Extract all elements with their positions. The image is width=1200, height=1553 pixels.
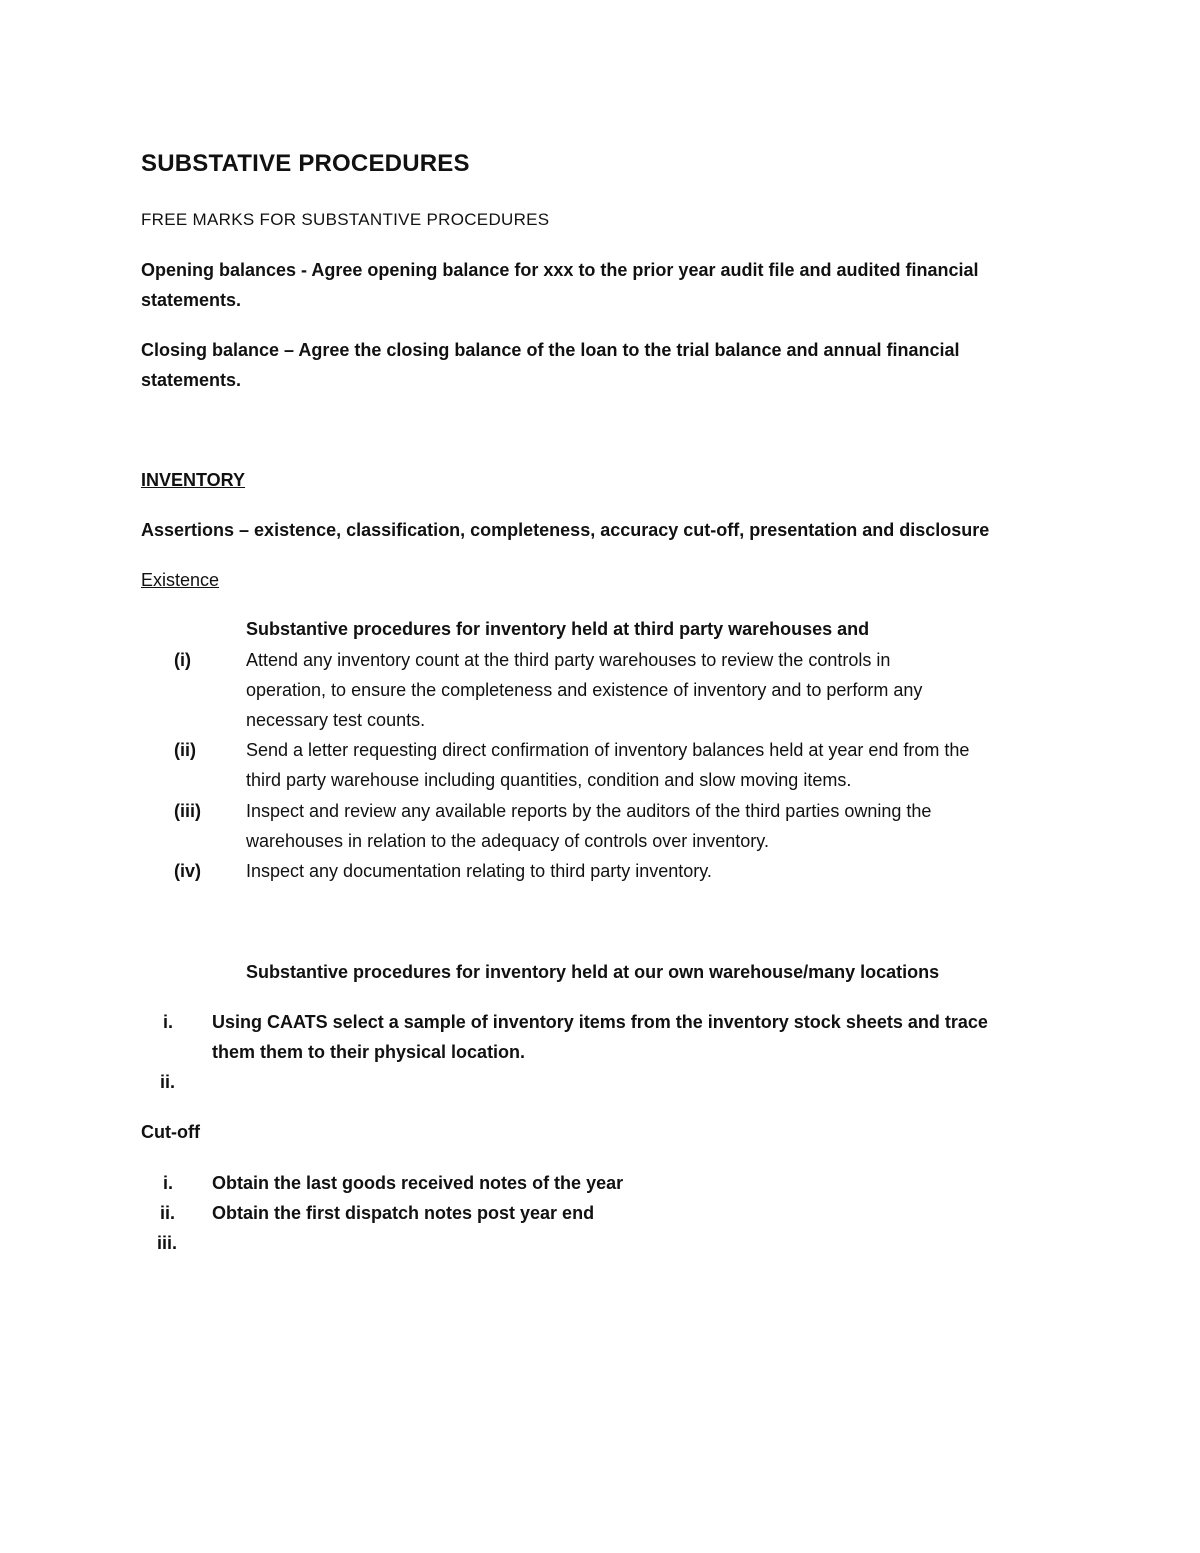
existence-heading: Existence (141, 570, 220, 590)
list-item-text: Obtain the last goods received notes of the year (212, 1173, 624, 1193)
opening-balances-line-2: statements. (141, 290, 242, 310)
list-item-text: necessary test counts. (246, 710, 426, 730)
list-item-text: Using CAATS select a sample of inventory items from the inventory stock sheets and trace (212, 1012, 988, 1032)
assertions-line: Assertions – existence, classification, completeness, accuracy cut-off, presentation and disclosure (141, 520, 990, 540)
closing-balance-line-2: statements. (141, 370, 242, 390)
list-item-text: Inspect any documentation relating to third party inventory. (246, 861, 712, 881)
list-item-number: ii. (160, 1072, 176, 1092)
third-party-heading: Substantive procedures for inventory held at third party warehouses and (246, 619, 870, 639)
list-item-text: Obtain the first dispatch notes post year end (212, 1203, 595, 1223)
list-item-number: i. (163, 1173, 174, 1193)
cutoff-heading: Cut-off (141, 1122, 200, 1142)
list-item-text: them them to their physical location. (212, 1042, 526, 1062)
list-item-text: operation, to ensure the completeness and existence of inventory and to perform any (246, 680, 923, 700)
page-title: SUBSTATIVE PROCEDURES (141, 150, 470, 177)
subtitle: FREE MARKS FOR SUBSTANTIVE PROCEDURES (141, 210, 550, 229)
list-item-number: iii. (157, 1233, 178, 1253)
list-item-number: i. (163, 1012, 174, 1032)
closing-balance-line-1: Closing balance – Agree the closing balance of the loan to the trial balance and annual financial (141, 340, 960, 360)
list-item-text: Send a letter requesting direct confirmation of inventory balances held at year end from the (246, 740, 970, 760)
list-item-text: Attend any inventory count at the third party warehouses to review the controls in (246, 650, 891, 670)
list-item-number: (iii) (174, 801, 201, 821)
list-item-text: Inspect and review any available reports by the auditors of the third parties owning the (246, 801, 932, 821)
list-item-number: ii. (160, 1203, 176, 1223)
own-warehouse-heading: Substantive procedures for inventory held at our own warehouse/many locations (246, 962, 940, 982)
list-item-number: (iv) (174, 861, 201, 881)
opening-balances-line-1: Opening balances - Agree opening balance for xxx to the prior year audit file and audited financial (141, 260, 979, 280)
list-item-text: warehouses in relation to the adequacy of controls over inventory. (246, 831, 769, 851)
list-item-number: (i) (174, 650, 191, 670)
inventory-heading: INVENTORY (141, 470, 246, 490)
list-item-number: (ii) (174, 740, 196, 760)
list-item-text: third party warehouse including quantities, condition and slow moving items. (246, 770, 852, 790)
